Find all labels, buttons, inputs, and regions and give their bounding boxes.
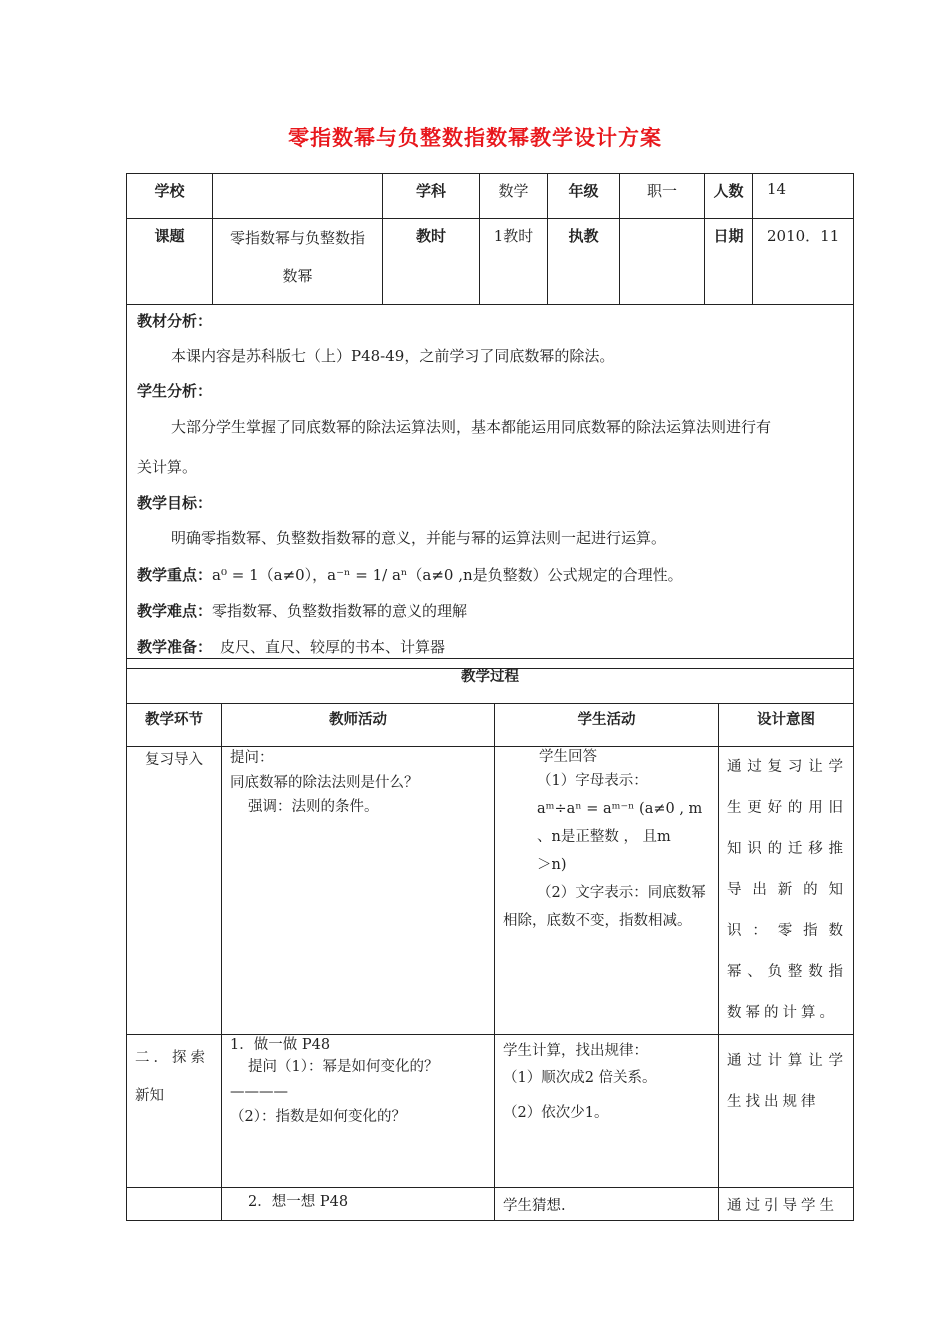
subject-value: 数学 <box>480 174 548 219</box>
process-title-row <box>127 659 854 704</box>
teacher-explore-1: 1．做一做 P48 <box>230 1037 331 1053</box>
intent-explore: 通过计算让学生找出规律 <box>719 1035 854 1188</box>
stage-explore-1: 二．探索 <box>135 1050 209 1066</box>
date-label: 日期 <box>705 219 753 305</box>
student-explore <box>495 1035 719 1188</box>
teacher-explore-4: （2）：指数是如何变化的？ <box>230 1109 406 1125</box>
header-row-1 <box>127 174 854 219</box>
key-line <box>137 557 845 593</box>
key-text: a⁰ = 1（a≠0），a⁻ⁿ = 1/ aⁿ（a≠0 ,n是负整数）公式规定的合理性。 <box>212 566 683 584</box>
col-stage: 教学环节 <box>127 704 222 747</box>
teacher-explore <box>222 1035 495 1188</box>
count-label: 人数 <box>705 174 753 219</box>
col-student: 学生活动 <box>495 704 719 747</box>
header-row-2 <box>127 219 854 305</box>
student-review-6: （2）文字表示：同底数幂相除，底数不变，指数相减。 <box>503 885 706 929</box>
stage-explore-2: 新知 <box>135 1088 164 1104</box>
teacher-review <box>222 747 495 1035</box>
student-text-2: 关计算。 <box>137 458 198 476</box>
student-review-4: 、n是正整数 ， 且m <box>537 829 671 845</box>
teacher-explore-2: 提问（1）：幂是如何变化的？ <box>248 1059 439 1075</box>
analysis-row <box>127 305 854 669</box>
student-review-2: （1）字母表示： <box>537 773 648 789</box>
process-row-review <box>127 747 854 1035</box>
student-review-3: aᵐ÷aⁿ = aᵐ⁻ⁿ (a≠0 , m <box>537 801 703 817</box>
grade-value: 职一 <box>620 174 705 219</box>
topic-value-line-1: 零指数幂与负整数指 <box>229 229 365 247</box>
prep-heading: 教学准备： <box>137 638 213 656</box>
header-table <box>126 173 854 669</box>
student-text-1: 大部分学生掌握了同底数幂的除法运算法则，基本都能运用同底数幂的除法运算法则进行有 <box>171 418 772 436</box>
date-value: 2010．11 <box>753 219 854 305</box>
difficulty-heading: 教学难点： <box>137 602 213 620</box>
topic-value-line-2: 数幂 <box>282 267 313 285</box>
intent-review: 通过复习让学生更好的用旧知识的迁移推导出新的知识：零指数幂、负整数指数幂的计算。 <box>719 747 854 1035</box>
teacher-review-2: 同底数幂的除法法则是什么？ <box>230 775 419 791</box>
process-row-think <box>127 1188 854 1221</box>
school-label: 学校 <box>127 174 213 219</box>
teacher-review-3: 强调：法则的条件。 <box>248 799 379 815</box>
teacher-review-1: 提问： <box>230 750 274 766</box>
hours-value: 1教时 <box>480 219 548 305</box>
goal-heading: 教学目标： <box>137 494 213 512</box>
student-review-1: 学生回答 <box>539 749 597 765</box>
student-review <box>495 747 719 1035</box>
stage-review: 复习导入 <box>127 747 222 1035</box>
teacher-think: 2．想一想 P48 <box>222 1188 495 1221</box>
school-value <box>213 174 383 219</box>
grade-label: 年级 <box>548 174 620 219</box>
prep-text: 皮尺、直尺、较厚的书本、计算器 <box>220 638 446 656</box>
page-title: 零指数幂与负整数指数幂教学设计方案 <box>288 126 662 150</box>
intent-think: 通过引导学生 <box>719 1188 854 1221</box>
student-explore-3: （2）依次少1。 <box>503 1105 609 1121</box>
material-heading: 教材分析： <box>137 312 213 330</box>
teacher-label: 执教 <box>548 219 620 305</box>
process-title: 教学过程 <box>127 659 854 704</box>
topic-value <box>213 219 383 305</box>
student-think: 学生猜想. <box>495 1188 719 1221</box>
stage-think <box>127 1188 222 1221</box>
student-heading: 学生分析： <box>137 382 213 400</box>
process-header-row <box>127 704 854 747</box>
material-text: 本课内容是苏科版七（上）P48-49，之前学习了同底数幂的除法。 <box>171 347 615 365</box>
process-row-explore <box>127 1035 854 1188</box>
teacher-value <box>620 219 705 305</box>
hours-label: 教时 <box>383 219 480 305</box>
col-intent: 设计意图 <box>719 704 854 747</box>
goal-text: 明确零指数幂、负整数指数幂的意义，并能与幂的运算法则一起进行运算。 <box>171 529 667 547</box>
student-explore-1: 学生计算，找出规律： <box>503 1043 648 1059</box>
teacher-explore-3: ———— <box>230 1084 288 1100</box>
stage-explore <box>127 1035 222 1188</box>
analysis-block <box>137 305 845 665</box>
difficulty-text: 零指数幂、负整数指数幂的意义的理解 <box>212 602 468 620</box>
subject-label: 学科 <box>383 174 480 219</box>
student-review-5: ＞n) <box>537 857 567 873</box>
topic-label: 课题 <box>127 219 213 305</box>
key-heading: 教学重点： <box>137 566 213 584</box>
count-value: 14 <box>753 174 854 219</box>
student-explore-2: （1）顺次成2 倍关系。 <box>503 1070 657 1086</box>
difficulty-line <box>137 593 845 629</box>
process-table <box>126 658 854 1221</box>
col-teacher: 教师活动 <box>222 704 495 747</box>
